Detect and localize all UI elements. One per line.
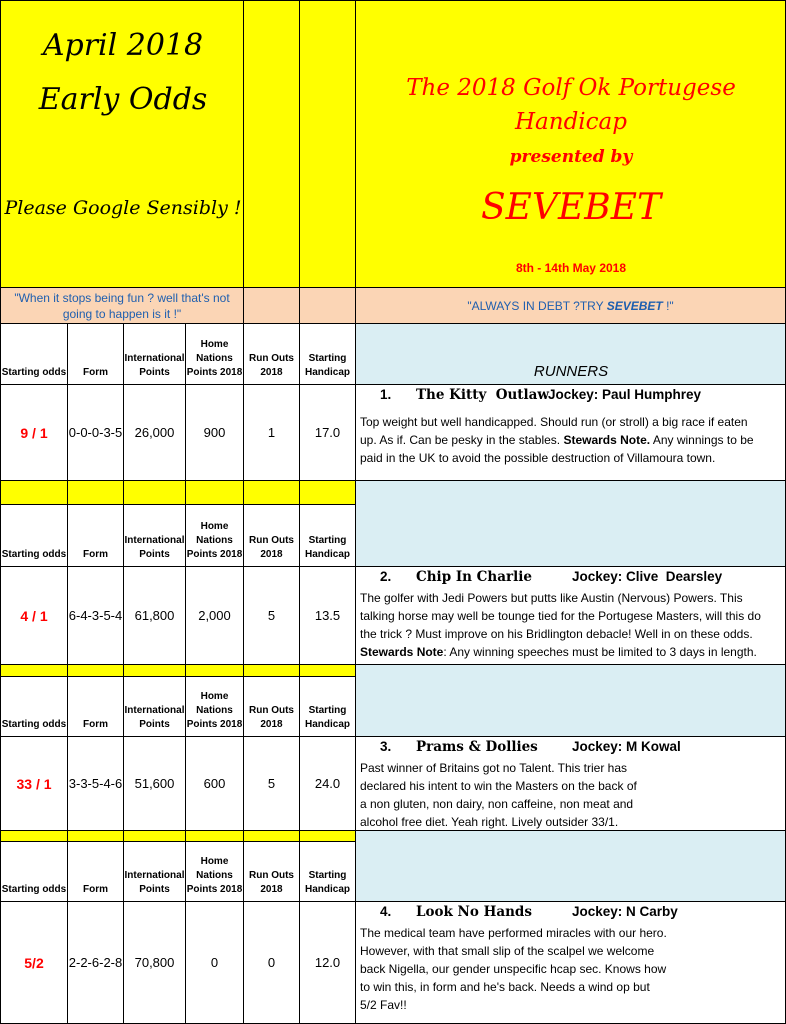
runner-number: 2. <box>380 569 392 584</box>
separator-cell <box>244 831 300 842</box>
description-line <box>360 607 782 625</box>
runner-jockey: Jockey: N Carby <box>572 904 678 919</box>
stewards-note-text: Any winnings to be <box>650 433 754 447</box>
runner-title <box>380 387 701 403</box>
description-text: declared his intent to win the Masters on the back of <box>360 779 637 793</box>
description-line <box>360 431 782 449</box>
banner-left <box>0 0 244 288</box>
separator-cell <box>0 831 68 842</box>
description-line <box>360 589 782 607</box>
separator-cell <box>0 481 68 505</box>
slogan-left: "When it stops being fun ? well that's not going to happen is it !" <box>14 290 230 321</box>
description-line <box>360 625 782 643</box>
runner-odds: 4 / 1 <box>0 567 68 665</box>
col-header-handicap: Starting Handicap <box>300 842 356 902</box>
stewards-note-text: : Any winning speeches must be limited to 3 days in length. <box>443 645 757 659</box>
runner-handicap: 13.5 <box>300 567 356 665</box>
description-text: However, with that small slip of the scalpel we welcome <box>360 944 655 958</box>
slogan-left-cell <box>0 288 244 324</box>
col-header-handicap: Starting Handicap <box>300 677 356 737</box>
description-line <box>360 795 782 813</box>
runner-description-cell <box>356 567 786 665</box>
description-text: up. As if. Can be pesky in the stables. <box>360 433 564 447</box>
description-text: 5/2 Fav!! <box>360 998 407 1012</box>
runner-description <box>356 757 786 831</box>
runner-header-cell <box>356 505 786 567</box>
col-header-home: Home Nations Points 2018 <box>186 324 244 385</box>
description-line <box>360 960 782 978</box>
runner-handicap: 24.0 <box>300 737 356 831</box>
col-header-intl: International Points <box>124 677 186 737</box>
col-header-home: Home Nations Points 2018 <box>186 842 244 902</box>
col-header-handicap: Starting Handicap <box>300 505 356 567</box>
runner-runouts: 1 <box>244 385 300 481</box>
separator-cell <box>124 665 186 677</box>
runner-home: 0 <box>186 902 244 1024</box>
runner-form: 6-4-3-5-4 <box>68 567 124 665</box>
description-text: Top weight but well handicapped. Should run (or stroll) a big race if eaten <box>360 415 748 429</box>
separator-cell <box>124 481 186 505</box>
description-line <box>360 759 782 777</box>
runner-name: Prams & Dollies <box>416 739 538 755</box>
description-text: The golfer with Jedi Powers but putts like Austin (Nervous) Powers. This <box>360 591 743 605</box>
runner-odds: 33 / 1 <box>0 737 68 831</box>
separator-cell <box>186 665 244 677</box>
stewards-note-label: Stewards Note. <box>563 433 651 447</box>
runner-description <box>356 411 786 469</box>
description-text: to win this, in form and he's back. Needs a wind op but <box>360 980 650 994</box>
col-header-handicap: Starting Handicap <box>300 324 356 385</box>
description-text: paid in the UK to avoid the possible destruction of Villamoura town. <box>360 451 716 465</box>
presented-by: presented by <box>509 147 633 167</box>
description-line <box>360 924 782 942</box>
runner-name: Chip In Charlie <box>416 569 532 585</box>
runner-header-cell <box>356 324 786 385</box>
col-header-intl: International Points <box>124 505 186 567</box>
description-line <box>360 942 782 960</box>
google-note: Please Google Sensibly ! <box>4 197 242 219</box>
sponsor-name: SEVEBET <box>481 187 661 228</box>
col-header-form: Form <box>68 505 124 567</box>
separator-cell <box>68 831 124 842</box>
runner-intl: 51,600 <box>124 737 186 831</box>
early-odds-title: April 2018 Early Odds <box>38 28 208 117</box>
banner-spacer-2 <box>300 0 356 288</box>
separator-cell <box>300 481 356 505</box>
runner-runouts: 5 <box>244 737 300 831</box>
runner-jockey: Jockey: Clive Dearsley <box>572 569 723 584</box>
description-text: alcohol free diet. Yeah right. Lively outsider 33/1. <box>360 815 619 829</box>
separator-cell <box>356 665 786 677</box>
event-dates: 8th - 14th May 2018 <box>515 261 627 275</box>
runner-jockey: Jockey: Paul Humphrey <box>548 387 702 402</box>
description-text: the trick ? Must improve on his Bridlington debacle! Well in on these odds. <box>360 627 753 641</box>
slogan-right-suffix: !" <box>662 298 674 313</box>
slogan-right-prefix: "ALWAYS IN DEBT ?TRY <box>467 298 607 313</box>
description-line <box>360 777 782 795</box>
col-header-runouts: Run Outs 2018 <box>244 842 300 902</box>
runner-odds: 9 / 1 <box>0 385 68 481</box>
separator-cell <box>356 481 786 505</box>
description-line <box>360 413 782 431</box>
runner-form: 0-0-0-3-5 <box>68 385 124 481</box>
runner-handicap: 17.0 <box>300 385 356 481</box>
banner-spacer-1 <box>244 0 300 288</box>
runner-title <box>380 904 678 920</box>
separator-cell <box>244 665 300 677</box>
runner-title <box>380 739 681 755</box>
description-text: a non gluten, non dairy, non caffeine, non meat and <box>360 797 634 811</box>
description-text: back Nigella, our gender unspecific hcap sec. Knows how <box>360 962 667 976</box>
separator-cell <box>124 831 186 842</box>
runner-description-cell <box>356 902 786 1024</box>
col-header-home: Home Nations Points 2018 <box>186 505 244 567</box>
runner-number: 3. <box>380 739 392 754</box>
col-header-odds: Starting odds <box>0 677 68 737</box>
runner-runouts: 0 <box>244 902 300 1024</box>
runner-handicap: 12.0 <box>300 902 356 1024</box>
separator-cell <box>300 665 356 677</box>
runner-form: 3-3-5-4-6 <box>68 737 124 831</box>
runner-intl: 70,800 <box>124 902 186 1024</box>
runner-description-cell <box>356 385 786 481</box>
runner-name: The Kitty Outlaw <box>416 387 550 403</box>
separator-cell <box>186 831 244 842</box>
col-header-form: Form <box>68 677 124 737</box>
separator-cell <box>186 481 244 505</box>
runner-number: 1. <box>380 387 392 402</box>
stewards-note-label: Stewards Note <box>360 645 444 659</box>
runner-description <box>356 922 786 1016</box>
col-header-odds: Starting odds <box>0 842 68 902</box>
separator-cell <box>68 481 124 505</box>
runner-jockey: Jockey: M Kowal <box>572 739 681 754</box>
description-line <box>360 813 782 831</box>
runner-home: 2,000 <box>186 567 244 665</box>
slogan-spacer-1 <box>244 288 300 324</box>
banner-right <box>356 0 786 288</box>
separator-cell <box>356 831 786 842</box>
runner-name: Look No Hands <box>416 904 532 920</box>
col-header-runouts: Run Outs 2018 <box>244 677 300 737</box>
runner-header-cell <box>356 842 786 902</box>
separator-cell <box>300 831 356 842</box>
event-title: The 2018 Golf Ok Portugese Handicap <box>406 75 736 135</box>
runner-title <box>380 569 722 585</box>
description-text: talking horse may well be tounge tied for the Portugese Masters, will this do <box>360 609 761 623</box>
runner-intl: 26,000 <box>124 385 186 481</box>
col-header-odds: Starting odds <box>0 324 68 385</box>
runner-form: 2-2-6-2-8 <box>68 902 124 1024</box>
separator-cell <box>244 481 300 505</box>
description-line <box>360 996 782 1014</box>
slogan-right-brand: SEVEBET <box>606 298 663 313</box>
separator-cell <box>68 665 124 677</box>
description-text: Past winner of Britains got no Talent. This trier has <box>360 761 628 775</box>
slogan-spacer-2 <box>300 288 356 324</box>
runner-number: 4. <box>380 904 392 919</box>
runner-home: 600 <box>186 737 244 831</box>
slogan-right <box>467 299 673 313</box>
col-header-odds: Starting odds <box>0 505 68 567</box>
runners-heading: RUNNERS <box>533 363 609 380</box>
runner-home: 900 <box>186 385 244 481</box>
runner-runouts: 5 <box>244 567 300 665</box>
description-line <box>360 643 782 661</box>
col-header-intl: International Points <box>124 324 186 385</box>
slogan-right-cell <box>356 288 786 324</box>
col-header-form: Form <box>68 842 124 902</box>
col-header-runouts: Run Outs 2018 <box>244 505 300 567</box>
col-header-home: Home Nations Points 2018 <box>186 677 244 737</box>
col-header-form: Form <box>68 324 124 385</box>
runner-odds: 5/2 <box>0 902 68 1024</box>
col-header-intl: International Points <box>124 842 186 902</box>
runner-description-cell <box>356 737 786 831</box>
description-line <box>360 449 782 467</box>
description-line <box>360 978 782 996</box>
runner-header-cell <box>356 677 786 737</box>
runner-description <box>356 587 786 663</box>
runner-intl: 61,800 <box>124 567 186 665</box>
separator-cell <box>0 665 68 677</box>
col-header-runouts: Run Outs 2018 <box>244 324 300 385</box>
description-text: The medical team have performed miracles with our hero. <box>360 926 667 940</box>
